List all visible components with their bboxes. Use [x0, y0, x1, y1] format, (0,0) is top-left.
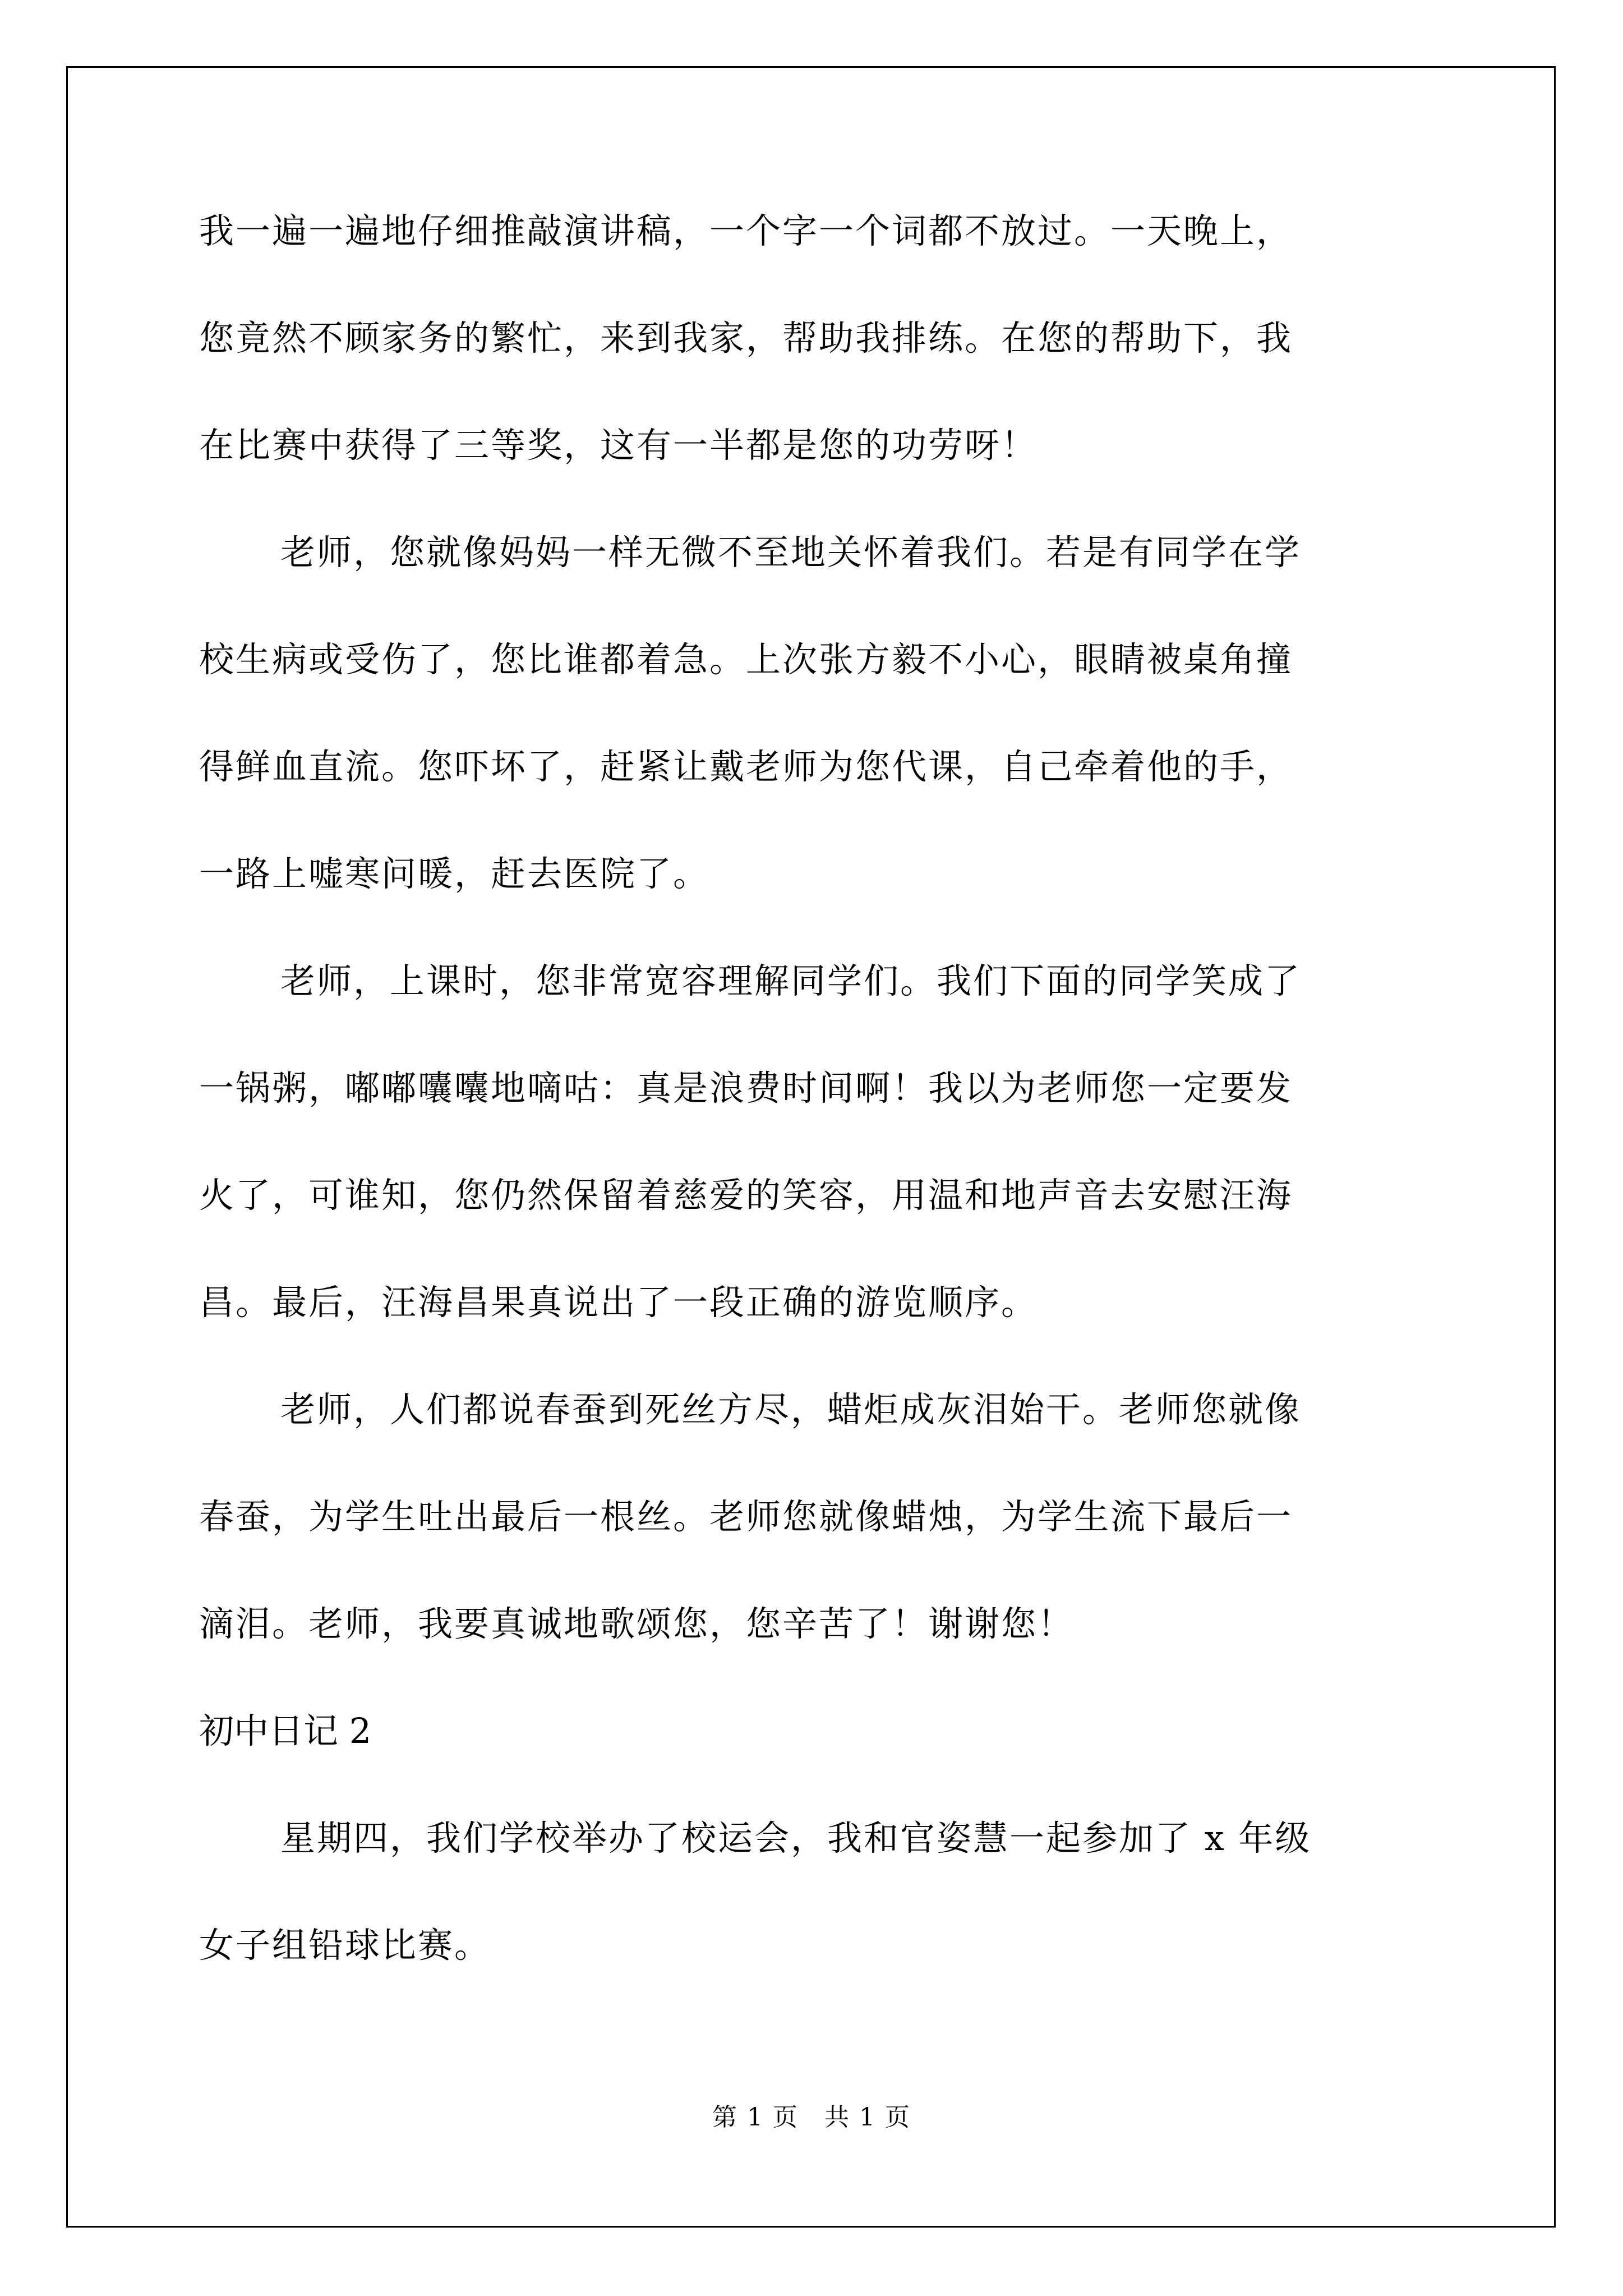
- paragraph-start-line: 老师，您就像妈妈一样无微不至地关怀着我们。若是有同学在学: [280, 532, 1302, 573]
- section-heading: 初中日记 2: [199, 1710, 372, 1751]
- text-line: 昌。最后，汪海昌果真说出了一段正确的游览顺序。: [199, 1282, 1038, 1323]
- text-line: 我一遍一遍地仔细推敲演讲稿，一个字一个词都不放过。一天晚上，: [199, 210, 1293, 251]
- document-body: [199, 210, 1422, 2031]
- text-line: 火了，可谁知，您仍然保留着慈爱的笑容，用温和地声音去安慰汪海: [199, 1175, 1293, 1216]
- paragraph-start-line: 老师，上课时，您非常宽容理解同学们。我们下面的同学笑成了: [280, 960, 1302, 1001]
- text-line: 一锅粥，嘟嘟囔囔地嘀咕：真是浪费时间啊！我以为老师您一定要发: [199, 1068, 1293, 1108]
- text-line: 春蚕，为学生吐出最后一根丝。老师您就像蜡烛，为学生流下最后一: [199, 1496, 1293, 1537]
- text-line: 校生病或受伤了，您比谁都着急。上次张方毅不小心，眼睛被桌角撞: [199, 639, 1293, 680]
- text-line: 您竟然不顾家务的繁忙，来到我家，帮助我排练。在您的帮助下，我: [199, 318, 1293, 358]
- text-line: 得鲜血直流。您吓坏了，赶紧让戴老师为您代课，自己牵着他的手，: [199, 746, 1293, 787]
- page-number-footer: 第 1 页 共 1 页: [712, 2103, 911, 2132]
- text-line: 一路上嘘寒问暖，赶去医院了。: [199, 853, 710, 894]
- paragraph-start-line: 星期四，我们学校举办了校运会，我和官姿慧一起参加了 x 年级: [280, 1818, 1312, 1858]
- paragraph-start-line: 老师，人们都说春蚕到死丝方尽，蜡炬成灰泪始干。老师您就像: [280, 1389, 1302, 1430]
- text-line: 在比赛中获得了三等奖，这有一半都是您的功劳呀！: [199, 425, 1038, 466]
- text-line: 滴泪。老师，我要真诚地歌颂您，您辛苦了！谢谢您！: [199, 1603, 1075, 1644]
- text-line: 女子组铅球比赛。: [199, 1925, 491, 1966]
